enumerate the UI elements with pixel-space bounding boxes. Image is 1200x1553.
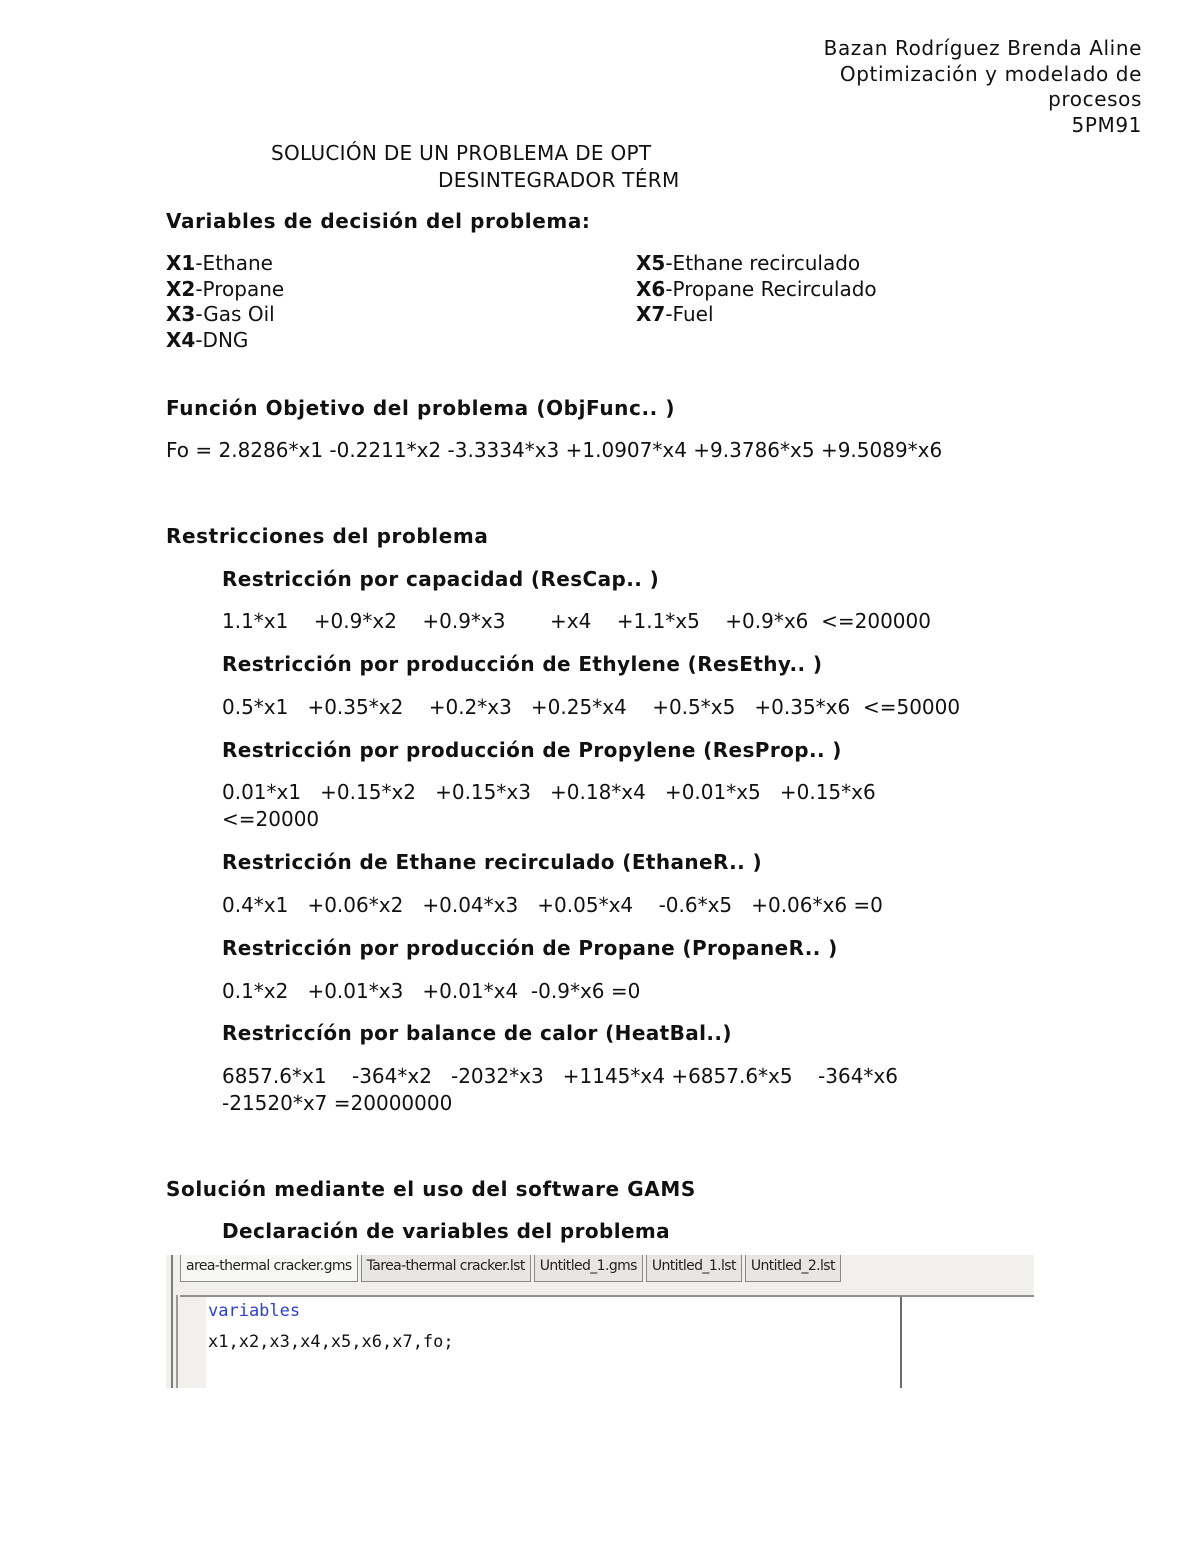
constraint-equation: 0.4*x1 +0.06*x2 +0.04*x3 +0.05*x4 -0.6*x5 +0.06*x6 =0 bbox=[222, 893, 883, 917]
constraint-title: Restricción por producción de Propylene (ResProp.. ) bbox=[222, 738, 842, 762]
var-x2: X2-Propane bbox=[166, 276, 285, 301]
decision-vars-heading: Variables de decisión del problema: bbox=[166, 209, 591, 233]
constraint-title: Restricción por capacidad (ResCap.. ) bbox=[222, 567, 660, 591]
tab-untitled-1-gms[interactable]: Untitled_1.gms bbox=[534, 1255, 643, 1282]
tab-thermal-cracker-gms[interactable]: area-thermal cracker.gms bbox=[180, 1255, 358, 1282]
gams-editor-screenshot bbox=[166, 1255, 1034, 1388]
objective-equation: Fo = 2.8286*x1 -0.2211*x2 -3.3334*x3 +1.0907*x4 +9.3786*x5 +9.5089*x6 bbox=[166, 438, 943, 462]
var-x4: X4-DNG bbox=[166, 327, 249, 352]
editor-side-panel bbox=[902, 1297, 1034, 1388]
constraint-title: Restricción por producción de Propane (PropaneR.. ) bbox=[222, 936, 838, 960]
author-header bbox=[824, 36, 1142, 138]
author-name: Bazan Rodríguez Brenda Aline bbox=[823, 36, 1142, 60]
constraint-equation-cont: <=20000 bbox=[222, 807, 320, 831]
gams-tab-bar bbox=[180, 1255, 844, 1285]
constraint-equation: 0.1*x2 +0.01*x3 +0.01*x4 -0.9*x6 =0 bbox=[222, 979, 641, 1003]
course-line-2: procesos bbox=[1048, 87, 1142, 111]
tab-untitled-1-lst[interactable]: Untitled_1.lst bbox=[646, 1255, 742, 1282]
constraint-equation: 0.5*x1 +0.35*x2 +0.2*x3 +0.25*x4 +0.5*x5 +0.35*x6 <=50000 bbox=[222, 695, 961, 719]
var-x7: X7-Fuel bbox=[636, 302, 714, 326]
var-x3: X3-Gas Oil bbox=[166, 302, 275, 326]
objective-heading: Función Objetivo del problema (ObjFunc.. ) bbox=[166, 396, 676, 420]
tab-thermal-cracker-lst[interactable]: Tarea-thermal cracker.lst bbox=[361, 1255, 531, 1282]
group-code: 5PM91 bbox=[1071, 112, 1142, 137]
course-line-1: Optimización y modelado de bbox=[839, 61, 1142, 86]
code-keyword: variables bbox=[208, 1301, 301, 1321]
solution-heading: Solución mediante el uso del software GAMS bbox=[166, 1177, 696, 1201]
editor-gutter-border bbox=[176, 1295, 178, 1388]
constraint-equation-cont: -21520*x7 =20000000 bbox=[222, 1091, 453, 1115]
constraint-title: Restricción por producción de Ethylene (ResEthy.. ) bbox=[222, 652, 823, 676]
title-line-2: DESINTEGRADOR TÉRM bbox=[438, 168, 680, 192]
constraint-equation: 1.1*x1 +0.9*x2 +0.9*x3 +x4 +1.1*x5 +0.9*x6 <=200000 bbox=[222, 609, 931, 633]
code-editor[interactable] bbox=[206, 1297, 900, 1388]
var-x1: X1-Ethane bbox=[166, 251, 273, 275]
tab-untitled-2-lst[interactable]: Untitled_2.lst bbox=[745, 1255, 841, 1282]
decision-vars-left bbox=[166, 251, 284, 353]
editor-left-border bbox=[171, 1255, 173, 1388]
constraint-equation: 0.01*x1 +0.15*x2 +0.15*x3 +0.18*x4 +0.01*x5 +0.15*x6 bbox=[222, 780, 876, 804]
constraint-equation: 6857.6*x1 -364*x2 -2032*x3 +1145*x4 +6857.6*x5 -364*x6 bbox=[222, 1064, 898, 1088]
var-x6: X6-Propane Recirculado bbox=[636, 276, 877, 301]
var-x5: X5-Ethane recirculado bbox=[636, 251, 861, 275]
constraint-title: Restricción de Ethane recirculado (EthaneR.. ) bbox=[222, 850, 763, 874]
constraints-heading: Restricciones del problema bbox=[166, 524, 489, 548]
code-line-2: x1,x2,x3,x4,x5,x6,x7,fo; bbox=[208, 1332, 454, 1352]
constraint-title: Restriccíón por balance de calor (HeatBal..) bbox=[222, 1021, 732, 1045]
decision-vars-right bbox=[636, 251, 877, 328]
solution-subheading: Declaración de variables del problema bbox=[222, 1219, 671, 1243]
title-line-1: SOLUCIÓN DE UN PROBLEMA DE OPT bbox=[271, 141, 652, 165]
